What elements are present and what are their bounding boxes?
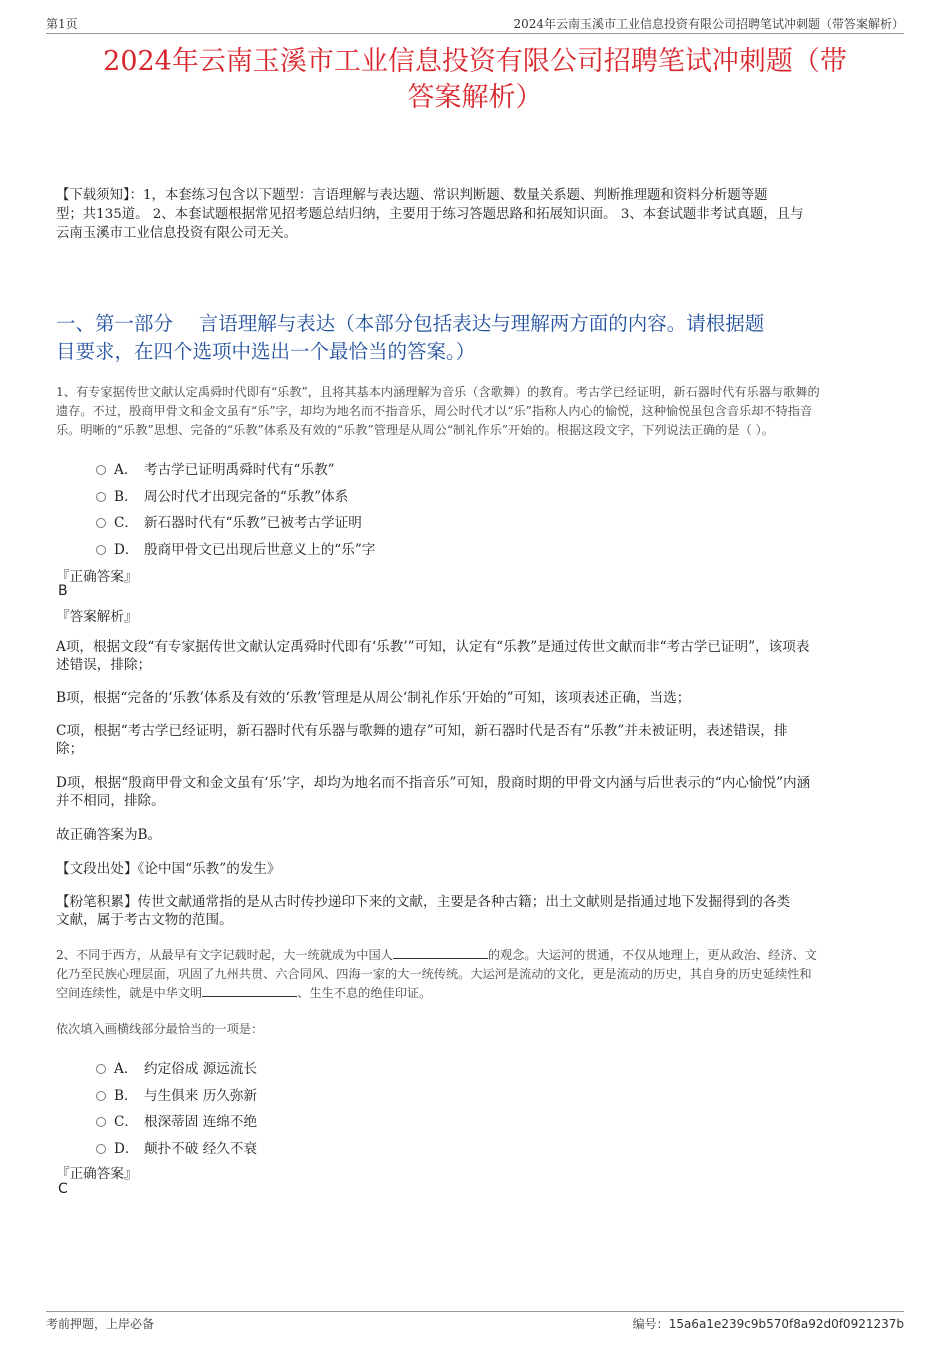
title-line-2: 答案解析） — [407, 82, 543, 113]
radio-icon[interactable] — [96, 518, 106, 528]
option-text: 根深蒂固 连绵不绝 — [144, 1114, 258, 1130]
radio-icon[interactable] — [96, 545, 106, 555]
question-2-options — [96, 1057, 696, 1163]
answer-label: 『正确答案』 — [56, 1166, 138, 1182]
stem-text: 2、不同于西方，从最早有文字记载时起，大一统就成为中国人 — [56, 948, 393, 962]
option-text: 考古学已证明禹舜时代有“乐教” — [144, 462, 335, 478]
page-number: 第1页 — [46, 17, 78, 31]
footer-code — [633, 1315, 904, 1332]
question-2-option-c[interactable] — [96, 1110, 696, 1137]
option-letter: C． — [114, 1114, 138, 1130]
page-footer — [46, 1311, 904, 1331]
question-1-option-d[interactable] — [96, 538, 696, 565]
analysis-conclusion: 故正确答案为B。 — [56, 827, 162, 843]
download-notice — [56, 186, 898, 243]
analysis-line: C项，根据“考古学已经证明，新石器时代有乐器与歌舞的遗存”可知，新石器时代是否有“乐教”并未被证明，表述错误，排 — [56, 723, 788, 739]
radio-icon[interactable] — [96, 465, 106, 475]
analysis-label: 『答案解析』 — [56, 609, 138, 625]
code-label: 编号： — [632, 1317, 669, 1331]
answer-label: 『正确答案』 — [56, 569, 138, 585]
option-text: 新石器时代有“乐教”已被考古学证明 — [144, 515, 362, 531]
knowledge-line: 【粉笔积累】传世文献通常指的是从古时传抄递印下来的文献，主要是各种古籍；出土文献则是指通过地下发掘得到的各类 — [56, 894, 791, 910]
option-text: 颠扑不破 经久不衰 — [144, 1140, 258, 1157]
stem-line: 遗存。不过，殷商甲骨文和金文虽有“乐”字，却均为地名而不指音乐，周公时代才以“乐”指称人内心的愉悦，这种愉悦虽包含音乐却不特指音 — [56, 404, 813, 418]
stem-line — [56, 984, 898, 1003]
radio-icon[interactable] — [96, 1064, 106, 1074]
fill-blank — [202, 984, 297, 997]
option-text: 殷商甲骨文已出现后世意义上的“乐”字 — [144, 541, 376, 558]
option-letter: D． — [114, 541, 139, 558]
option-letter: B． — [114, 488, 138, 505]
question-1-option-c[interactable] — [96, 511, 696, 538]
stem-line: 乐。明晰的“乐教”思想、完备的“乐教”体系及有效的“乐教”管理是从周公“制礼作乐”开始的。根据这段文字，下列说法正确的是（ ）。 — [56, 423, 774, 437]
option-letter: A． — [114, 1061, 138, 1077]
analysis-line: B项，根据“完备的‘乐教’体系及有效的‘乐教’管理是从周公‘制礼作乐’开始的”可知，该项表述正确，当选； — [56, 690, 691, 706]
question-1-options — [96, 458, 696, 564]
title-line-1: 2024年云南玉溪市工业信息投资有限公司招聘笔试冲刺题（带 — [103, 46, 847, 77]
question-2-option-b[interactable] — [96, 1084, 696, 1111]
footer-slogan: 考前押题，上岸必备 — [46, 1317, 155, 1331]
analysis-option-d — [56, 774, 892, 810]
stem-text: 的观念。大运河的贯通，不仅从地理上，更从政治、经济、文 — [487, 948, 817, 962]
question-1-option-b[interactable] — [96, 485, 696, 512]
stem-line: 1、有专家据传世文献认定禹舜时代即有“乐教”，且将其基本内涵理解为音乐（含歌舞）的教育。考古学已经证明，新石器时代有乐器与歌舞的 — [56, 385, 820, 399]
correct-answer: B — [58, 583, 68, 599]
question-1-stem — [56, 383, 898, 440]
question-2-prompt: 依次填入画横线部分最恰当的一项是： — [56, 1022, 264, 1036]
notice-line: 云南玉溪市工业信息投资有限公司无关。 — [56, 226, 298, 241]
document-title — [50, 44, 900, 116]
option-letter: A． — [114, 462, 138, 478]
radio-icon[interactable] — [96, 492, 106, 502]
option-letter: D． — [114, 1140, 139, 1157]
question-2-option-a[interactable] — [96, 1057, 696, 1084]
option-letter: C． — [114, 515, 138, 531]
radio-icon[interactable] — [96, 1144, 106, 1154]
radio-icon[interactable] — [96, 1091, 106, 1101]
analysis-line: 并不相同，排除。 — [56, 793, 165, 809]
knowledge-line: 文献，属于考古文物的范围。 — [56, 912, 233, 928]
question-2-stem — [56, 946, 898, 1003]
analysis-option-b — [56, 689, 892, 707]
code-value: 15a6a1e239c9b570f8a92d0f0921237b — [668, 1317, 904, 1331]
analysis-line: D项，根据“殷商甲骨文和金文虽有‘乐’字，却均为地名而不指音乐”可知，殷商时期的甲骨文内涵与后世表示的“内心愉悦”内涵 — [56, 775, 811, 791]
analysis-option-c — [56, 722, 892, 758]
header-doc-title: 2024年云南玉溪市工业信息投资有限公司招聘笔试冲刺题（带答案解析） — [513, 17, 904, 31]
page-header — [46, 15, 904, 34]
stem-text: 、生生不息的绝佳印证。 — [297, 986, 432, 1000]
fill-blank — [393, 946, 488, 959]
section-heading — [56, 310, 898, 366]
section-heading-line: 目要求，在四个选项中选出一个最恰当的答案。） — [56, 340, 476, 363]
knowledge-note — [56, 893, 892, 929]
correct-answer: C — [58, 1181, 68, 1197]
notice-line: 【下载须知】：1，本套练习包含以下题型：言语理解与表达题、常识判断题、数量关系题、判断推理题和资料分析题等题 — [56, 188, 768, 203]
stem-text: 空间连续性，就是中华文明 — [56, 986, 203, 1000]
text-source: 【文段出处】《论中国“乐教”的发生》 — [56, 861, 281, 877]
analysis-line: 述错误，排除； — [56, 657, 152, 673]
question-1-option-a[interactable] — [96, 458, 696, 485]
option-text: 与生俱来 历久弥新 — [144, 1087, 258, 1104]
option-text: 约定俗成 源远流长 — [144, 1061, 258, 1077]
notice-line: 型；共135道。 2、本套试题根据常见招考题总结归纳，主要用于练习答题思路和拓展知识面。 3、本套试题非考试真题，且与 — [56, 207, 804, 222]
option-text: 周公时代才出现完备的“乐教”体系 — [144, 488, 349, 505]
question-2-option-d[interactable] — [96, 1137, 696, 1164]
section-heading-line: 一、第一部分 言语理解与表达（本部分包括表达与理解两方面的内容。请根据题 — [56, 312, 765, 335]
analysis-option-a — [56, 638, 892, 674]
stem-line: 化乃至民族心理层面，巩固了九州共贯、六合同风、四海一家的大一统传统。大运河是流动的文化，更是流动的历史，其自身的历史延续性和 — [56, 967, 812, 981]
stem-line — [56, 946, 898, 965]
analysis-line: 除； — [56, 741, 84, 757]
radio-icon[interactable] — [96, 1117, 106, 1127]
analysis-line: A项，根据文段“有专家据传世文献认定禹舜时代即有‘乐教’”可知，认定有“乐教”是通过传世文献而非“考古学已证明”，该项表 — [56, 639, 810, 655]
option-letter: B． — [114, 1087, 138, 1104]
